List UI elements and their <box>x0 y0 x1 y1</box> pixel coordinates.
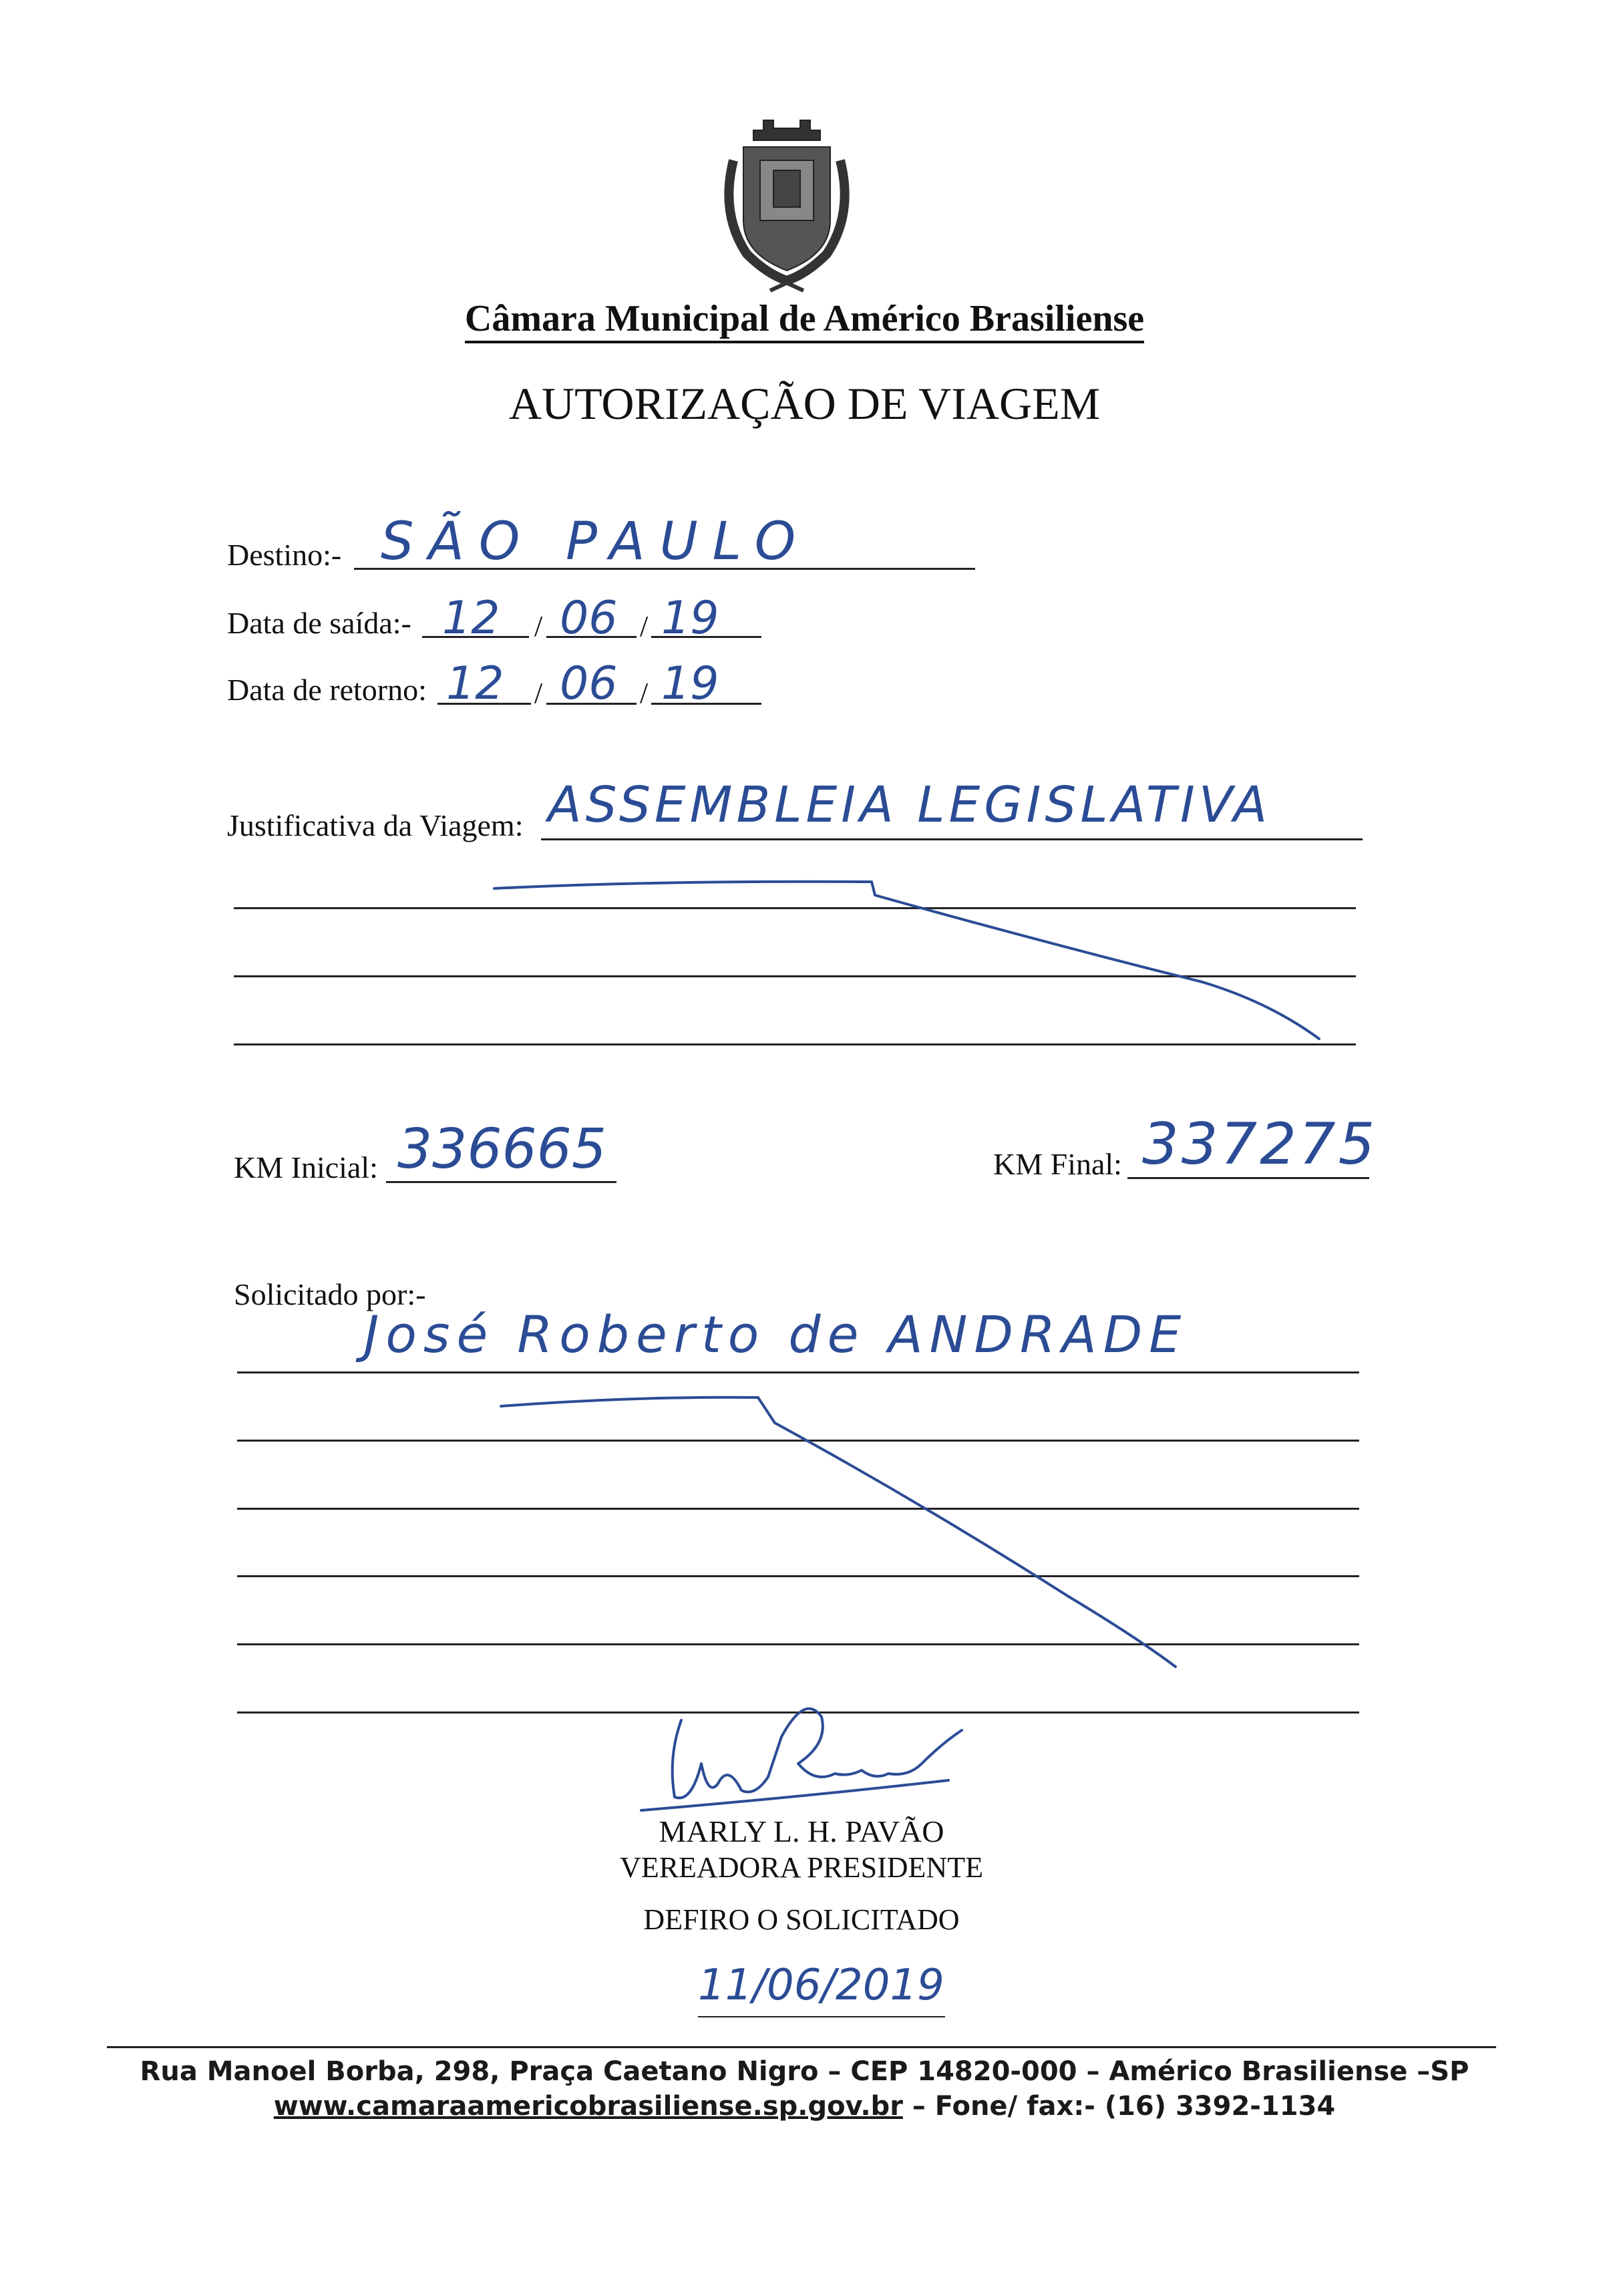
justificativa-value: ASSEMBLEIA LEGISLATIVA <box>548 776 1272 834</box>
km-inicial-value: 336665 <box>397 1118 607 1181</box>
date-separator: / <box>534 610 543 643</box>
solicitado-line-3 <box>237 1508 1359 1510</box>
destino-value: SÃO PAULO <box>381 512 811 572</box>
km-inicial-line <box>386 1181 616 1183</box>
footer-phone: – Fone/ fax:- (16) 3392-1134 <box>902 2091 1336 2122</box>
solicitado-cancel-stroke <box>501 1398 1176 1667</box>
data-saida-mes: 06 <box>560 592 618 645</box>
data-saida-label: Data de saída:- <box>227 606 411 640</box>
data-retorno-label: Data de retorno: <box>227 673 427 707</box>
date-separator: / <box>640 610 649 643</box>
signer-name: MARLY L. H. PAVÃO <box>659 1814 944 1848</box>
solicitado-line-4 <box>237 1575 1359 1577</box>
footer-address: Rua Manoel Borba, 298, Praça Caetano Nigro – CEP 14820-000 – Américo Brasiliense –SP <box>140 2056 1469 2087</box>
destino-label: Destino:- <box>227 538 342 572</box>
solicitado-label: Solicitado por:- <box>234 1277 426 1311</box>
km-final-label: KM Final: <box>993 1147 1122 1181</box>
km-final-value: 337275 <box>1142 1111 1378 1178</box>
footer-website-link[interactable]: www.camaraamericobrasiliense.sp.gov.br <box>273 2091 903 2122</box>
signer-role: VEREADORA PRESIDENTE <box>620 1851 983 1884</box>
justificativa-line-4 <box>234 1043 1356 1045</box>
document-title: AUTORIZAÇÃO DE VIAGEM <box>508 378 1101 429</box>
solicitado-line-6 <box>237 1711 1359 1713</box>
institution-name: Câmara Municipal de Américo Brasiliense <box>0 297 1609 340</box>
solicitado-value: José Roberto de ANDRADE <box>364 1305 1188 1364</box>
justificativa-line-1 <box>541 838 1363 840</box>
data-retorno-ano: 19 <box>661 657 719 710</box>
date-separator: / <box>534 677 543 709</box>
decision-date-line <box>698 2016 945 2017</box>
justificativa-cancel-stroke <box>494 882 1319 1039</box>
km-inicial-label: KM Inicial: <box>234 1150 378 1184</box>
data-retorno-dia: 12 <box>446 657 504 710</box>
solicitado-line-5 <box>237 1643 1359 1645</box>
date-separator: / <box>640 677 649 709</box>
decision-text: DEFIRO O SOLICITADO <box>643 1903 960 1936</box>
solicitado-line-1 <box>237 1371 1359 1373</box>
solicitado-line-2 <box>237 1440 1359 1442</box>
justificativa-line-3 <box>234 975 1356 977</box>
decision-date: 11/06/2019 <box>698 1961 944 2010</box>
data-saida-ano: 19 <box>661 592 719 645</box>
justificativa-label: Justificativa da Viagem: <box>227 808 524 842</box>
data-retorno-mes: 06 <box>560 657 618 710</box>
justificativa-line-2 <box>234 907 1356 909</box>
data-saida-dia: 12 <box>442 592 500 645</box>
municipal-crest <box>707 100 867 294</box>
footer-rule <box>107 2046 1496 2048</box>
signature-stroke <box>641 1709 962 1810</box>
footer-contact <box>0 2091 1609 2122</box>
